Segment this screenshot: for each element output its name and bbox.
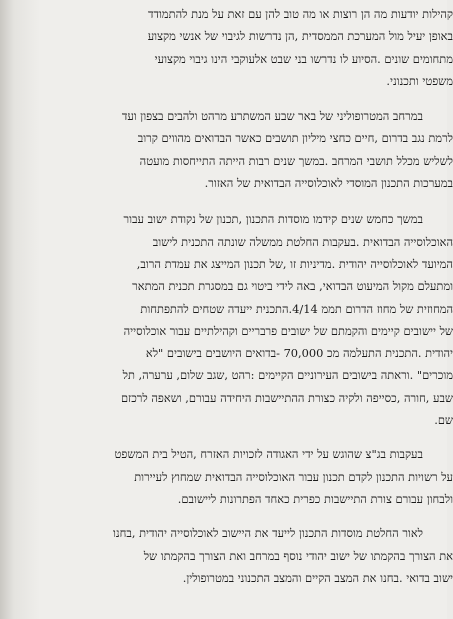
text-line: את הצורך בהקמתו של ישוב יהודי נוסף במרחב ואת הצורך בהקמתו של [143,548,453,563]
text-line: מוכרים" .וראתה בישובים העירוניים הקיימים :רהט ,שגב שלום, ערערה, תל [122,368,453,383]
text-line: לרמת נגב בדרום ,חיים כחצי מיליון תושבים כאשר הבדואים מהווים קרוב [137,131,453,146]
text-line: ומתעלם מקול המיעוט הבדואי, באה לידי ביטוי גם במסגרת תכנית המתאר [132,279,453,294]
text-line: יהודית .התכנית התעלמה מכ 70,000 -בדואים היושבים בישובים "לא [145,346,453,361]
text-line: במערכות התכנון המוסדי לאוכלוסייה הבדואית של האזור. [204,176,453,191]
text-line: במשך כחמש שנים קידמו מוסדות התכנון ,תכנון של נקודת ישוב עבור [123,212,423,227]
text-line: מתחומים שונים .הסיוע לו נדרשו בני שבט אלעוקבי הינו גיבוי מקצועי [154,51,453,66]
text-line: שבע ,חורה ,כסייפה ולקיה כצורת ההתיישבות היחידה עבורם, ושאפה לרכזם [120,390,453,405]
text-line: המחוזית של מחוז הדרום תממ 4/14.התכנית ייעדה שטחים להתפתחות [140,301,453,316]
paragraph-5 [13,522,453,589]
text-line: על רשויות התכנון לקדם תכנון עבור האוכלוסייה הבדואית שמחוץ לעיירות [134,469,453,484]
paragraph-3 [13,208,453,431]
text-line: לאור החלטת מוסדות התכנון לייעד את היישוב לאוכלוסייה יהודית ,בחנו [112,526,423,541]
text-line: בעקבות בג"צ שהוגש על ידי האגודה לזכויות האזרח ,הטיל בית המשפט [114,447,423,462]
paragraph-4 [13,443,453,510]
text-line: באופן יעיל מול המערכת הממסדית ,הן נדרשות לגיבוי של אנשי מקצוע [147,29,453,44]
body-text [13,3,453,599]
text-line: ישוב בדואי .בחנו את המצב הקיים והמצב התכנוני במטרופולין. [182,570,453,585]
text-line: משפטי ותכנוני. [386,73,453,88]
text-line: במרחב המטרופוליני של באר שבע המשתרע מרהט ולהבים בצפון ועד [121,109,423,124]
text-line: לשליש מכלל תושבי המרחב .במשך שנים רבות הייתה התייחסות מועטה [139,153,453,168]
paragraph-1 [13,3,453,92]
text-line: המיועד לאוכלוסייה יהודית .מדיניות זו ,של תכנון המייצג את עמדת הרוב, [136,256,453,271]
text-line: קהילות יודעות מה הן רוצות או מה טוב להן עם זאת על מנת להתמודד [148,7,453,21]
paragraph-2 [13,105,453,194]
text-line: שם. [434,413,453,428]
text-line: של יישובים קיימים והקמתם של ישובים פרבריים וקהילתיים עבור אוכלוסייה [123,323,453,338]
text-line: ולבחון עבורם צורת התיישבות כפרית כאחד הפתרונות ליישובם. [177,491,453,506]
text-line: האוכלוסייה הבדואית .בעקבות החלטת ממשלה שונתה התכנית לישוב [152,234,453,249]
